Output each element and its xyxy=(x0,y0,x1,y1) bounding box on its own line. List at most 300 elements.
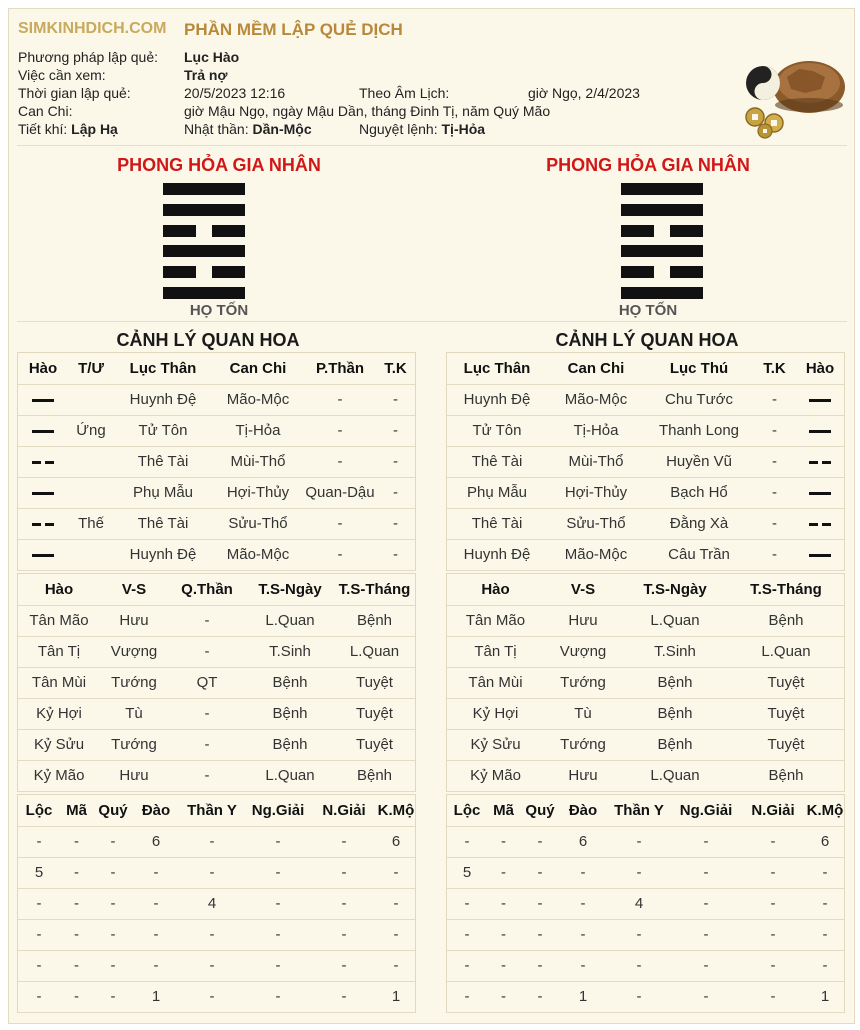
header xyxy=(18,17,848,142)
table-row xyxy=(18,857,415,888)
table-cell: Bệnh xyxy=(246,698,334,729)
table-cell: - xyxy=(376,508,415,539)
table-cell: Thanh Long xyxy=(645,415,753,446)
column-header: Ng.Giải xyxy=(251,801,305,819)
left-hexagram-name: PHONG HỎA GIA NHÂN xyxy=(117,155,321,175)
table-row xyxy=(447,667,844,698)
nhatthan: Nhật thần: Dần-Mộc xyxy=(184,121,312,137)
canchi-value: giờ Mậu Ngọ, ngày Mậu Dần, tháng Đinh Tị, năm Quý Mão xyxy=(184,103,551,119)
table-cell: - xyxy=(376,477,415,508)
table-cell: - xyxy=(672,950,740,981)
tietkhi-label: Tiết khí: Lập Hạ xyxy=(18,121,118,137)
table-cell: Bệnh xyxy=(246,667,334,698)
table-row xyxy=(18,667,415,698)
table-cell: - xyxy=(168,605,246,636)
column-header: P.Thần xyxy=(315,359,365,377)
left-hexagram-line-3 xyxy=(163,225,245,237)
table-cell: Câu Trần xyxy=(645,539,753,570)
table-cell: - xyxy=(245,826,311,857)
table-row xyxy=(18,888,415,919)
table-cell: Kỷ Hợi xyxy=(18,698,100,729)
table-row xyxy=(18,415,415,446)
table-row xyxy=(447,950,844,981)
table-cell: Tị-Hỏa xyxy=(212,415,304,446)
column-header: Đào xyxy=(141,801,171,819)
table-cell: Thê Tài xyxy=(447,446,547,477)
left-t3-table xyxy=(18,795,415,1013)
table-row xyxy=(447,826,844,857)
table-cell: Thê Tài xyxy=(447,508,547,539)
left-hexagram-line-6 xyxy=(163,287,245,299)
table-cell xyxy=(68,384,114,415)
table-cell: - xyxy=(245,857,311,888)
left-hexagram-lines xyxy=(163,183,245,308)
table-cell: Bệnh xyxy=(622,698,728,729)
column-header: V-S xyxy=(121,580,147,598)
table-cell: - xyxy=(560,888,606,919)
column-header: Thần Y xyxy=(187,801,237,819)
table-cell: Tuyệt xyxy=(728,698,844,729)
table-row xyxy=(18,446,415,477)
table-cell: - xyxy=(520,857,560,888)
table-row xyxy=(18,477,415,508)
table-cell: - xyxy=(93,857,133,888)
table-cell: - xyxy=(487,981,520,1012)
table-cell: - xyxy=(740,888,806,919)
table-cell: Tù xyxy=(544,698,622,729)
column-header: V-S xyxy=(570,580,596,598)
left-t1-table xyxy=(18,353,415,571)
table-cell: 1 xyxy=(133,981,179,1012)
table-cell: - xyxy=(753,477,796,508)
left-t2-table xyxy=(18,574,415,792)
table-row xyxy=(18,698,415,729)
table-cell: Mùi-Thổ xyxy=(547,446,645,477)
table-cell: Tuyệt xyxy=(334,667,415,698)
table-cell: - xyxy=(311,888,377,919)
table-cell: - xyxy=(487,888,520,919)
table-cell: Tuyệt xyxy=(728,667,844,698)
table-cell: - xyxy=(806,888,844,919)
table-cell: - xyxy=(60,950,93,981)
table-cell: - xyxy=(93,919,133,950)
table-cell: Tân Mão xyxy=(18,605,100,636)
column-header: Can Chi xyxy=(567,359,625,377)
table-cell: Bệnh xyxy=(622,667,728,698)
table-cell: L.Quan xyxy=(334,636,415,667)
table-cell: Hưu xyxy=(100,605,168,636)
yang-line-icon xyxy=(18,415,68,446)
table-cell: Bệnh xyxy=(334,760,415,791)
column-header: T.S-Ngày xyxy=(258,580,322,598)
table-cell: - xyxy=(672,981,740,1012)
table-cell: - xyxy=(18,981,60,1012)
table-cell: Tử Tôn xyxy=(114,415,212,446)
table-header-row xyxy=(18,353,415,384)
table-cell: Mão-Mộc xyxy=(547,384,645,415)
table-cell: - xyxy=(93,826,133,857)
table-row xyxy=(447,857,844,888)
purpose-value: Trả nợ xyxy=(184,67,228,83)
software-title: PHẦN MỀM LẬP QUẺ DỊCH xyxy=(184,20,403,39)
table-cell: 6 xyxy=(377,826,415,857)
table-cell: - xyxy=(18,888,60,919)
table-cell: Tuyệt xyxy=(728,729,844,760)
table-cell: Mão-Mộc xyxy=(547,539,645,570)
table-cell: - xyxy=(60,981,93,1012)
table-cell: Huynh Đệ xyxy=(447,539,547,570)
table-cell: - xyxy=(168,760,246,791)
table-cell: T.Sinh xyxy=(246,636,334,667)
table-cell: - xyxy=(60,857,93,888)
purpose-label: Việc cần xem: xyxy=(18,67,106,83)
table-cell: - xyxy=(168,636,246,667)
right-t2-table xyxy=(447,574,844,792)
column-header: Hào xyxy=(44,580,74,598)
table-row xyxy=(18,539,415,570)
table-cell: - xyxy=(304,446,376,477)
column-header: Ng.Giải xyxy=(679,801,733,819)
table-cell: Đằng Xà xyxy=(645,508,753,539)
right-hexagram-line-6 xyxy=(621,287,703,299)
table-cell: Hợi-Thủy xyxy=(547,477,645,508)
table-cell: Huynh Đệ xyxy=(114,539,212,570)
table-cell: - xyxy=(18,919,60,950)
column-header: T.K xyxy=(384,359,407,377)
left-hexagram-line-4 xyxy=(163,245,245,257)
yin-line-icon xyxy=(796,446,844,477)
table-cell: Bạch Hổ xyxy=(645,477,753,508)
table-cell: QT xyxy=(168,667,246,698)
table-cell: L.Quan xyxy=(246,760,334,791)
left-hexagram-line-5 xyxy=(163,266,245,278)
table-cell: - xyxy=(168,729,246,760)
table-cell: 4 xyxy=(606,888,672,919)
table-cell: - xyxy=(304,508,376,539)
table-cell: - xyxy=(311,919,377,950)
column-header: Lộc xyxy=(453,801,481,819)
right-hexagram-line-5 xyxy=(621,266,703,278)
table-cell: - xyxy=(487,826,520,857)
table-cell: - xyxy=(740,950,806,981)
table-cell: - xyxy=(740,919,806,950)
column-header: N.Giải xyxy=(751,801,795,819)
table-row xyxy=(18,919,415,950)
table-cell: L.Quan xyxy=(728,636,844,667)
table-cell: Kỷ Mão xyxy=(18,760,100,791)
column-header: Quý xyxy=(525,801,555,819)
hexagram-divider xyxy=(17,321,847,322)
table-cell: Thê Tài xyxy=(114,446,212,477)
table-row xyxy=(18,950,415,981)
right-hexagram xyxy=(438,149,858,319)
table-cell: - xyxy=(304,539,376,570)
table-cell: 4 xyxy=(179,888,245,919)
table-cell: - xyxy=(753,539,796,570)
table-cell: - xyxy=(560,857,606,888)
table-row xyxy=(447,477,844,508)
table-cell: - xyxy=(60,826,93,857)
right-hexagram-lines xyxy=(621,183,703,308)
right-hexagram-name: PHONG HỎA GIA NHÂN xyxy=(546,155,750,175)
time-label: Thời gian lập quẻ: xyxy=(18,85,131,101)
column-header: T.K xyxy=(763,359,786,377)
nguyetlenh-value: Tị-Hỏa xyxy=(441,121,486,137)
table-cell: - xyxy=(606,857,672,888)
table-cell: Chu Tước xyxy=(645,384,753,415)
table-row xyxy=(447,888,844,919)
table-cell: Kỷ Mão xyxy=(447,760,544,791)
table-cell: - xyxy=(560,950,606,981)
table-header-row xyxy=(447,795,844,826)
table-cell: Vượng xyxy=(100,636,168,667)
table-cell: Hợi-Thủy xyxy=(212,477,304,508)
left-family: HỌ TỐN xyxy=(189,302,249,319)
table-row xyxy=(447,636,844,667)
right-t3-table xyxy=(447,795,844,1013)
table-cell: Kỷ Hợi xyxy=(447,698,544,729)
column-header: Mã xyxy=(493,801,514,819)
table-cell: Phụ Mẫu xyxy=(114,477,212,508)
yang-line-icon xyxy=(796,415,844,446)
lunar-label: Theo Âm Lịch: xyxy=(359,85,450,101)
table-row xyxy=(447,981,844,1012)
table-cell: - xyxy=(753,446,796,477)
column-header: Hào xyxy=(481,580,510,598)
header-divider xyxy=(17,145,847,146)
table-cell: - xyxy=(672,919,740,950)
table-cell: - xyxy=(560,919,606,950)
table-cell: Bệnh xyxy=(728,760,844,791)
column-header: Đào xyxy=(568,801,598,819)
right-hexagram-line-2 xyxy=(621,204,703,216)
table-cell: - xyxy=(179,981,245,1012)
table-cell: Tuyệt xyxy=(334,698,415,729)
table-cell: Thê Tài xyxy=(114,508,212,539)
right-hexagram-line-4 xyxy=(621,245,703,257)
table-cell: - xyxy=(753,384,796,415)
table-cell: - xyxy=(133,950,179,981)
method-value: Lục Hào xyxy=(184,49,240,65)
table-cell: 1 xyxy=(560,981,606,1012)
table-cell: - xyxy=(60,888,93,919)
table-cell: - xyxy=(93,981,133,1012)
table-cell: - xyxy=(740,981,806,1012)
table-cell: Tân Mão xyxy=(447,605,544,636)
table-cell: - xyxy=(93,888,133,919)
table-cell: - xyxy=(133,888,179,919)
column-header: Can Chi xyxy=(229,359,287,377)
table-cell: Thế xyxy=(68,508,114,539)
table-cell: Tử Tôn xyxy=(447,415,547,446)
table-header-row xyxy=(447,353,844,384)
table-cell: - xyxy=(487,919,520,950)
table-cell: - xyxy=(311,981,377,1012)
table-cell: Tướng xyxy=(100,667,168,698)
table-cell: - xyxy=(606,981,672,1012)
table-cell: 1 xyxy=(806,981,844,1012)
table-cell: Bệnh xyxy=(246,729,334,760)
table-cell: Tân Tị xyxy=(18,636,100,667)
table-cell: 6 xyxy=(806,826,844,857)
table-cell xyxy=(68,539,114,570)
canchi-label: Can Chi: xyxy=(18,103,73,119)
table-cell: L.Quan xyxy=(622,605,728,636)
table-cell: 1 xyxy=(377,981,415,1012)
right-palace-title: CẢNH LÝ QUAN HOA xyxy=(555,330,739,350)
table-cell: Tuyệt xyxy=(334,729,415,760)
column-header: Mã xyxy=(66,801,87,819)
yang-line-icon xyxy=(796,384,844,415)
site-name[interactable]: SIMKINHDICH.COM xyxy=(18,20,167,37)
table-cell: Hưu xyxy=(544,605,622,636)
table-cell: - xyxy=(377,950,415,981)
left-hexagram-line-2 xyxy=(163,204,245,216)
yang-line-icon xyxy=(18,477,68,508)
table-cell: Hưu xyxy=(100,760,168,791)
column-header: T.S-Ngày xyxy=(643,580,707,598)
table-cell: - xyxy=(93,950,133,981)
table-row xyxy=(447,605,844,636)
table-cell: - xyxy=(753,415,796,446)
table-cell: - xyxy=(377,919,415,950)
column-header: N.Giải xyxy=(322,801,366,819)
table-cell: - xyxy=(304,384,376,415)
table-row xyxy=(447,415,844,446)
table-cell: Tân Mùi xyxy=(18,667,100,698)
table-row xyxy=(447,384,844,415)
table-cell: - xyxy=(606,919,672,950)
table-cell: - xyxy=(304,415,376,446)
table-cell: Bệnh xyxy=(334,605,415,636)
table-cell: - xyxy=(672,826,740,857)
yang-line-icon xyxy=(18,539,68,570)
left-palace-title: CẢNH LÝ QUAN HOA xyxy=(116,330,300,350)
table-cell: L.Quan xyxy=(622,760,728,791)
table-row xyxy=(18,826,415,857)
column-header: Q.Thần xyxy=(181,580,233,598)
column-header: Hào xyxy=(805,359,835,377)
table-cell: - xyxy=(245,919,311,950)
right-t1-table xyxy=(447,353,844,571)
table-cell: - xyxy=(18,826,60,857)
table-cell: - xyxy=(606,826,672,857)
table-cell: - xyxy=(311,826,377,857)
table-cell: - xyxy=(520,950,560,981)
table-cell: - xyxy=(447,950,487,981)
table-cell: - xyxy=(447,919,487,950)
table-row xyxy=(447,729,844,760)
column-header: K.Mộ xyxy=(806,801,844,819)
table-cell: - xyxy=(806,857,844,888)
table-cell: Tân Mùi xyxy=(447,667,544,698)
table-cell: - xyxy=(740,857,806,888)
column-header: Lộc xyxy=(25,801,53,819)
yin-line-icon xyxy=(796,508,844,539)
table-cell: L.Quan xyxy=(246,605,334,636)
table-header-row xyxy=(18,795,415,826)
table-cell: - xyxy=(376,415,415,446)
column-header: Lục Thú xyxy=(669,359,729,377)
table-cell: - xyxy=(672,857,740,888)
table-cell: Huyền Vũ xyxy=(645,446,753,477)
table-cell: Vượng xyxy=(544,636,622,667)
yin-line-icon xyxy=(18,446,68,477)
table-cell: Sửu-Thổ xyxy=(547,508,645,539)
table-cell: Mùi-Thổ xyxy=(212,446,304,477)
table-cell: - xyxy=(520,826,560,857)
table-row xyxy=(447,919,844,950)
tietkhi-value: Lập Hạ xyxy=(71,121,118,137)
table-cell: - xyxy=(672,888,740,919)
table-cell: Huynh Đệ xyxy=(114,384,212,415)
table-row xyxy=(18,636,415,667)
table-cell: - xyxy=(377,857,415,888)
table-cell: Mão-Mộc xyxy=(212,539,304,570)
yang-line-icon xyxy=(796,477,844,508)
yang-line-icon xyxy=(796,539,844,570)
table-cell: - xyxy=(245,888,311,919)
table-cell: - xyxy=(377,888,415,919)
table-cell: 5 xyxy=(447,857,487,888)
table-row xyxy=(18,508,415,539)
yin-line-icon xyxy=(18,508,68,539)
table-cell: - xyxy=(179,919,245,950)
table-cell: - xyxy=(606,950,672,981)
table-cell: - xyxy=(179,857,245,888)
table-cell: Kỷ Sửu xyxy=(18,729,100,760)
table-cell: - xyxy=(18,950,60,981)
table-cell: Kỷ Sửu xyxy=(447,729,544,760)
table-cell: - xyxy=(740,826,806,857)
table-cell: - xyxy=(487,950,520,981)
table-cell: - xyxy=(179,826,245,857)
yang-line-icon xyxy=(18,384,68,415)
table-cell: - xyxy=(179,950,245,981)
table-row xyxy=(18,760,415,791)
column-header: Quý xyxy=(98,801,128,819)
table-cell: Hưu xyxy=(544,760,622,791)
table-header-row xyxy=(18,574,415,605)
table-cell: - xyxy=(133,919,179,950)
table-cell: - xyxy=(168,698,246,729)
column-header: T.S-Tháng xyxy=(338,580,411,598)
right-hexagram-line-3 xyxy=(621,225,703,237)
right-hexagram-line-1 xyxy=(621,183,703,195)
column-header: Lục Thân xyxy=(129,359,197,377)
table-cell: - xyxy=(447,888,487,919)
table-cell: Tướng xyxy=(100,729,168,760)
table-cell: Mão-Mộc xyxy=(212,384,304,415)
table-cell: - xyxy=(753,508,796,539)
table-cell: 6 xyxy=(560,826,606,857)
column-header: T.S-Tháng xyxy=(750,580,822,598)
table-cell: - xyxy=(806,919,844,950)
table-cell: Ứng xyxy=(68,415,114,446)
table-cell xyxy=(68,477,114,508)
table-cell xyxy=(68,446,114,477)
column-header: Thần Y xyxy=(614,801,664,819)
nguyetlenh: Nguyệt lệnh: Tị-Hỏa xyxy=(359,121,486,137)
table-cell: - xyxy=(311,857,377,888)
table-cell: - xyxy=(311,950,377,981)
table-row xyxy=(447,760,844,791)
time-value: 20/5/2023 12:16 xyxy=(184,85,286,101)
tortoise-yinyang-logo-icon xyxy=(741,47,847,139)
table-row xyxy=(447,446,844,477)
table-cell: Sửu-Thổ xyxy=(212,508,304,539)
table-cell: - xyxy=(133,857,179,888)
